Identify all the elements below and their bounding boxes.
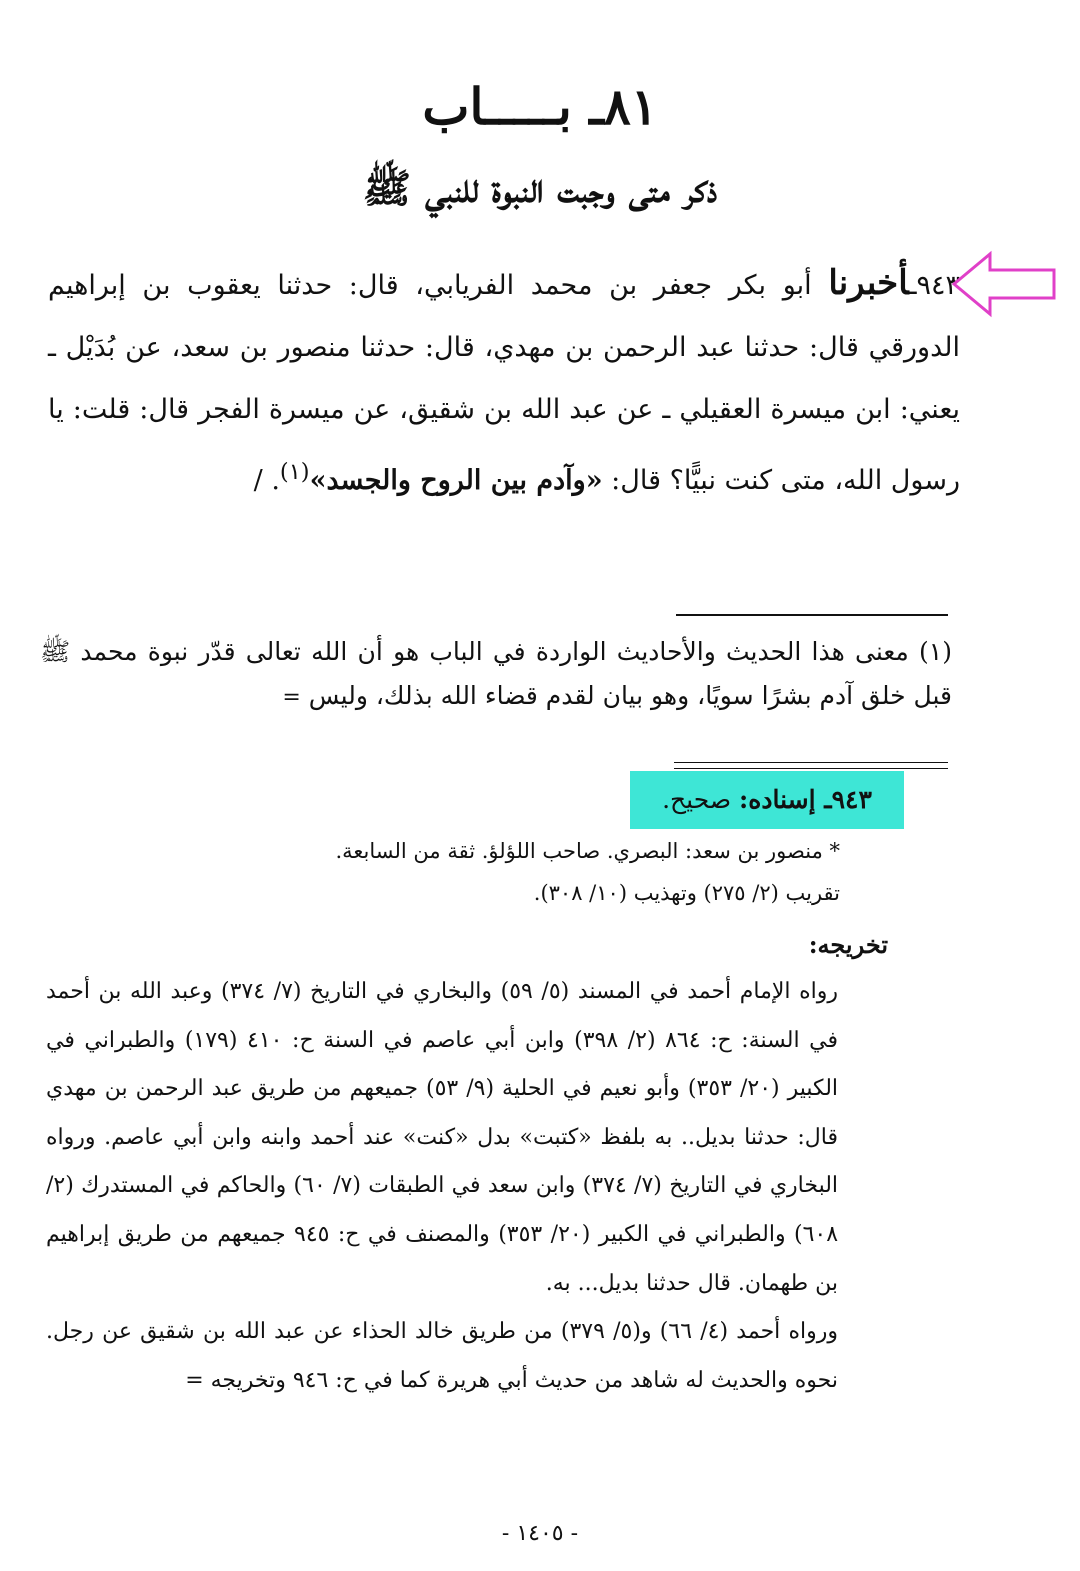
hadith-number: ٩٤٣ـ <box>908 270 960 301</box>
hadith-lead-word: أخبرنا <box>828 263 909 303</box>
hadith-quote: «وآدم بين الروح والجسد» <box>309 465 603 496</box>
takhrij-paragraph-text: ورواه أحمد (٤/ ٦٦) و(٥/ ٣٧٩) من طريق خالد الحذاء عن عبد الله بن شقيق عن رجل. نحوه والحديث له شاهد من حديث أبي هريرة كما في ح: ٩٤٦ وتخريجه <box>46 1319 839 1393</box>
isnad-highlight <box>630 771 904 829</box>
footnote-marker: (١) <box>919 637 952 666</box>
commentary-divider <box>674 762 948 769</box>
takhrij-paragraph: رواه الإمام أحمد في المسند (٥/ ٥٩) والبخاري في التاريخ (٧/ ٣٧٤) وعبد الله بن أحمد في السنة: ح: ٨٦٤ (٢/ ٣٩٨) وابن أبي عاصم في السنة ح: ٤١٠ (١٧٩) والطبراني في الكبير (٢٠/ ٣٥٣) وأبو نعيم في الحلية (٩/ ٥٣) جميعهم من طريق عبد الرحمن بن مهدي قال: حدثنا بديل.. به بلفظ «كتبت» بدل «كنت» عند أحمد وابنه وابن أبي عاصم. ورواه البخاري في التاريخ (٧/ ٣٧٤) وابن سعد في الطبقات (٧/ ٦٠) والحاكم في المستدرك (٢/ ٦٠٨) والطبراني في الكبير (٢٠/ ٣٥٣) والمصنف في ح: ٩٤٥ جميعهم من طريق إبراهيم بن طهمان. قال حدثنا بديل... به. <box>46 979 839 1296</box>
footnote-reference: (١) <box>279 459 310 485</box>
takhrij-body <box>46 968 838 1405</box>
pointer-arrow-icon <box>950 250 1058 318</box>
footnote-continuation-mark: = <box>282 685 301 710</box>
page-number: - ١٤٠٥ - <box>501 1521 579 1546</box>
takhrij-heading: تخريجه: <box>808 930 888 959</box>
narrator-reference: تقريب (٢/ ٢٧٥) وتهذيب (١٠/ ٣٠٨). <box>533 881 840 905</box>
narrator-note <box>240 830 840 914</box>
takhrij-continuation-mark: = <box>185 1367 204 1393</box>
footnote <box>40 630 952 720</box>
footnote-text: معنى هذا الحديث والأحاديث الواردة في الباب هو أن الله تعالى قدّر نبوة محمد ﷺ قبل خلق آدم بشرًا سويًا، وهو بيان لقدم قضاء الله بذلك، وليس <box>40 637 952 710</box>
isnad-label: ٩٤٣ـ إسناده: <box>739 785 872 814</box>
hadith-ending: . / <box>253 465 280 496</box>
hadith-paragraph <box>48 252 960 512</box>
footnote-divider <box>676 614 948 616</box>
narrator-line: * منصور بن سعد: البصري. صاحب اللؤلؤ. ثقة من السابعة. <box>335 839 840 863</box>
isnad-verdict: صحيح. <box>662 785 740 814</box>
takhrij-paragraph <box>46 1308 838 1405</box>
hadith-text: أبو بكر جعفر بن محمد الفريابي، قال: حدثنا يعقوب بن إبراهيم الدورقي قال: حدثنا عبد الرحمن بن مهدي، قال: حدثنا منصور بن سعد، عن بُدَيْل ـ يعني: ابن ميسرة العقيلي ـ عن عبد الله بن شقيق، عن ميسرة الفجر قال: قلت: يا رسول الله، متى كنت نبيًّا؟ قال: <box>48 270 960 496</box>
chapter-heading: ٨١ـ بـــــاب <box>422 77 658 136</box>
chapter-title: ذكر متى وجبت النبوة للنبي ﷺ <box>362 165 718 212</box>
